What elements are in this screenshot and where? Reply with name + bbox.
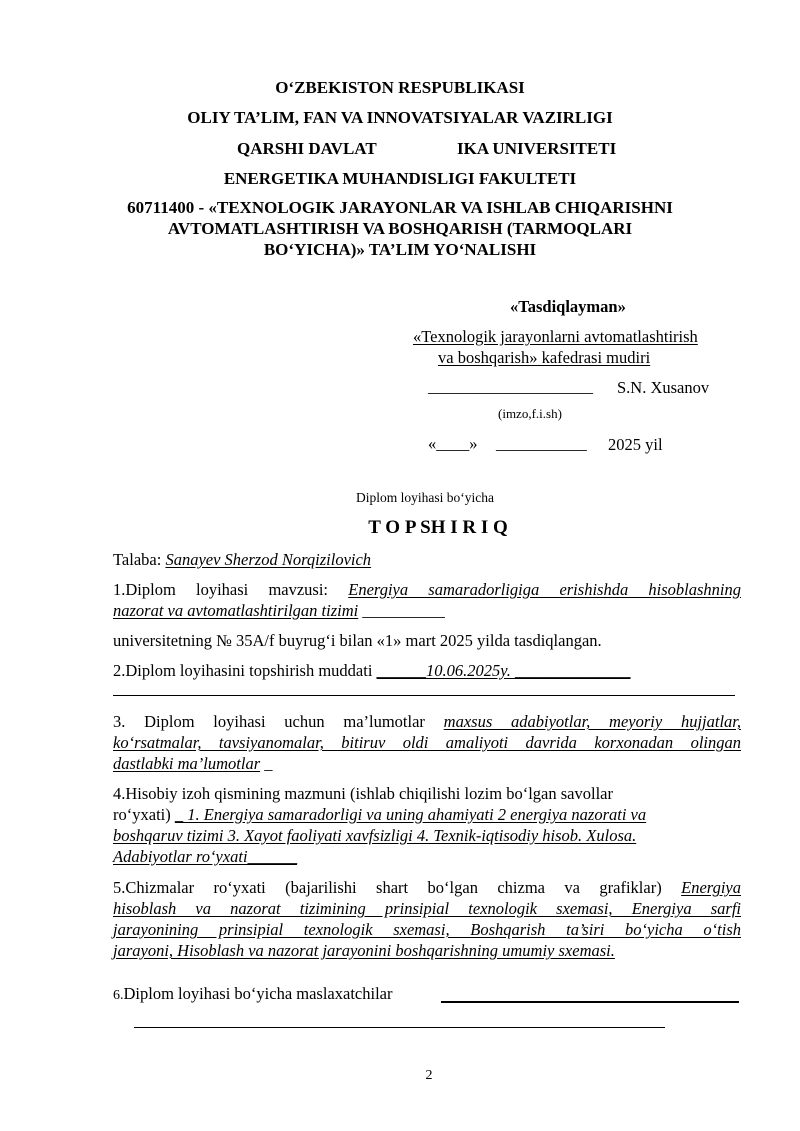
program-line-3: BO‘YICHA)» TA’LIM YO‘NALISHI: [263, 240, 537, 259]
student-name: Sanayev Sherzod Norqizilovich: [165, 550, 372, 569]
item5-line3: [113, 920, 741, 940]
item1-approval: universitetning № 35A/f buyrug‘i bilan «1» mart 2025 yilda tasdiqlangan.: [113, 631, 602, 650]
item3-line1: [113, 712, 741, 732]
item1-topic-part2: nazorat va avtomatlashtirilgan tizimi: [113, 601, 359, 620]
department-line-1: «Texnologik jarayonlarni avtomatlashtirish: [413, 327, 698, 346]
item5-drawings-part4: jarayoni, Hisoblash va nazorat jarayonini boshqarishning umumiy sxemasi.: [113, 941, 615, 960]
task-title: T O P SH I R I Q: [368, 517, 508, 538]
approval-title: «Tasdiqlayman»: [510, 297, 626, 316]
item5-line4: [113, 941, 615, 961]
signature-line: ____________________: [428, 377, 593, 396]
item2-deadline: ______10.06.2025y. ______________: [376, 661, 631, 680]
item1-line2: [113, 601, 445, 621]
item6-line: [113, 984, 392, 1004]
item3-line2: [113, 733, 741, 753]
item3-label: 3. Diplom loyihasi uchun ma’lumotlar: [113, 712, 425, 731]
program-line-2: AVTOMATLASHTIRISH VA BOSHQARISH (TARMOQLARI: [167, 219, 633, 238]
item1-tail: __________: [362, 601, 445, 620]
item5-drawings-part3: jarayonining prinsipial texnologik sxemasi, Boshqarish ta’siri bo‘yicha o‘tish: [113, 920, 741, 939]
student-label: Talaba:: [113, 550, 166, 569]
ministry-line-ministry: OLIY TA’LIM, FAN VA INNOVATSIYALAR VAZIRLIGI: [187, 108, 613, 127]
item2-line: [113, 661, 630, 681]
item1-line1: [113, 580, 741, 600]
item5-line2: [113, 899, 741, 919]
item3-data-part3: dastlabki ma’lumotlar: [113, 754, 261, 773]
item4-contents-part1: _ 1. Energiya samaradorligi va uning ahamiyati 2 energiya nazorati va: [174, 805, 647, 824]
item3-data-part2: ko‘rsatmalar, tavsiyanomalar, bitiruv oldi amaliyoti davrida korxonadan olingan: [113, 733, 741, 752]
student-line: [113, 550, 371, 570]
item3-data-part1: maxsus adabiyotlar, meyoriy hujjatlar,: [443, 712, 741, 731]
program-line-1: 60711400 - «TEXNOLOGIK JARAYONLAR VA ISHLAB CHIQARISHNI: [127, 198, 673, 217]
item1-label: 1.Diplom loyihasi mavzusi:: [113, 580, 329, 599]
item1-topic-part1: Energiya samaradorligiga erishishda hisoblashning: [348, 580, 741, 599]
item5-drawings-part2: hisoblash va nazorat tizimining prinsipial texnologik sxemasi, Energiya sarfi: [113, 899, 741, 918]
item3-tail: _: [264, 754, 273, 773]
item4-label: ro‘yxati): [113, 805, 175, 824]
item5-label: 5.Chizmalar ro‘yxati (bajarilishi shart bo‘lgan chizma va grafiklar): [113, 878, 662, 897]
item2-label: 2.Diplom loyihasini topshirish muddati: [113, 661, 377, 680]
page-number: 2: [425, 1068, 433, 1083]
approval-year: 2025 yil: [608, 435, 663, 454]
item3-line3: [113, 754, 273, 774]
signature-caption: (imzo,f.i.sh): [498, 406, 562, 421]
university-name-part1: QARSHI DAVLAT: [237, 139, 377, 158]
item4-line2: [113, 805, 646, 825]
item4-contents-part2: boshqaruv tizimi 3. Xayot faoliyati xavfsizligi 4. Texnik-iqtisodiy hisob. Xulosa.: [113, 826, 637, 845]
item6-label: Diplom loyihasi bo‘yicha maslaxatchilar: [123, 984, 393, 1003]
task-subtitle: Diplom loyihasi bo‘yicha: [356, 490, 494, 505]
item6-blank-line-2: [134, 1027, 665, 1028]
department-line-2: va boshqarish» kafedrasi mudiri: [438, 348, 651, 367]
head-name: S.N. Xusanov: [617, 378, 710, 397]
item5-drawings-part1: Energiya: [681, 878, 741, 897]
university-name-part2: IKA UNIVERSITETI: [457, 139, 617, 158]
item5-line1: [113, 878, 741, 898]
ministry-line-country: O‘ZBEKISTON RESPUBLIKASI: [275, 78, 525, 97]
date-day-field: «____»: [428, 434, 478, 453]
date-month-field: ___________: [496, 434, 587, 453]
item4-line3: [113, 826, 636, 846]
faculty-name: ENERGETIKA MUHANDISLIGI FAKULTETI: [223, 169, 577, 188]
item4-contents-part3: Adabiyotlar ro‘yxati______: [113, 847, 298, 866]
item4-line1: 4.Hisobiy izoh qismining mazmuni (ishlab chiqilishi lozim bo‘lgan savollar: [113, 784, 613, 803]
item4-line4: [113, 847, 297, 867]
item2-blank-line: [113, 695, 735, 696]
item6-number: 6.: [113, 988, 124, 1003]
item6-blank-line-1: [441, 1001, 739, 1003]
